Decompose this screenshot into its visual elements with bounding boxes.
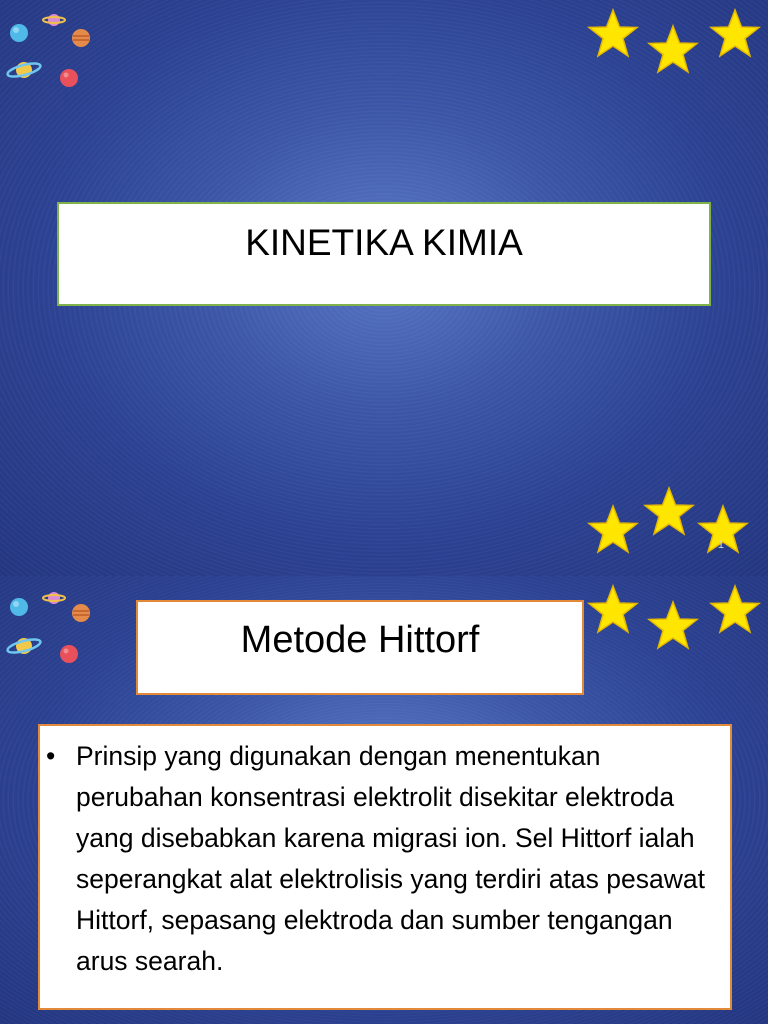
star-icon	[708, 8, 762, 60]
star-icon	[586, 584, 640, 636]
slide-title: Metode Hittorf	[240, 619, 480, 661]
title-box	[136, 600, 584, 695]
star-icon	[708, 584, 762, 636]
star-icon	[586, 504, 640, 556]
planet-saturn-icon	[5, 634, 43, 658]
planet-saturn-icon	[5, 58, 43, 82]
bullet-text: Prinsip yang digunakan dengan menentukan perubahan konsentrasi elektrolit disekitar elektroda yang disebabkan karena migrasi ion. Sel Hittorf ialah seperangkat alat elektrolisis yang terdiri atas pesawat Hittorf, sepasang elektroda dan sumber tengangan arus searah.	[76, 741, 705, 976]
content-box	[38, 724, 732, 1010]
planet-blue-icon	[8, 22, 30, 44]
star-icon	[646, 600, 700, 652]
slide-number: 1	[717, 539, 724, 551]
title-box	[57, 202, 711, 306]
planet-pink-ringed-icon	[42, 10, 66, 30]
planet-orange-icon	[70, 27, 92, 49]
planet-red-icon	[58, 67, 80, 89]
star-icon	[586, 8, 640, 60]
bullet-glyph: •	[46, 741, 56, 771]
slide-2	[0, 576, 768, 1024]
planet-red-icon	[58, 643, 80, 665]
star-icon	[646, 24, 700, 76]
planet-orange-icon	[70, 602, 92, 624]
slide-title: KINETIKA KIMIA	[245, 222, 523, 263]
bullet-item	[46, 736, 714, 982]
planet-blue-icon	[8, 596, 30, 618]
star-icon	[642, 486, 696, 538]
planet-pink-ringed-icon	[42, 588, 66, 608]
